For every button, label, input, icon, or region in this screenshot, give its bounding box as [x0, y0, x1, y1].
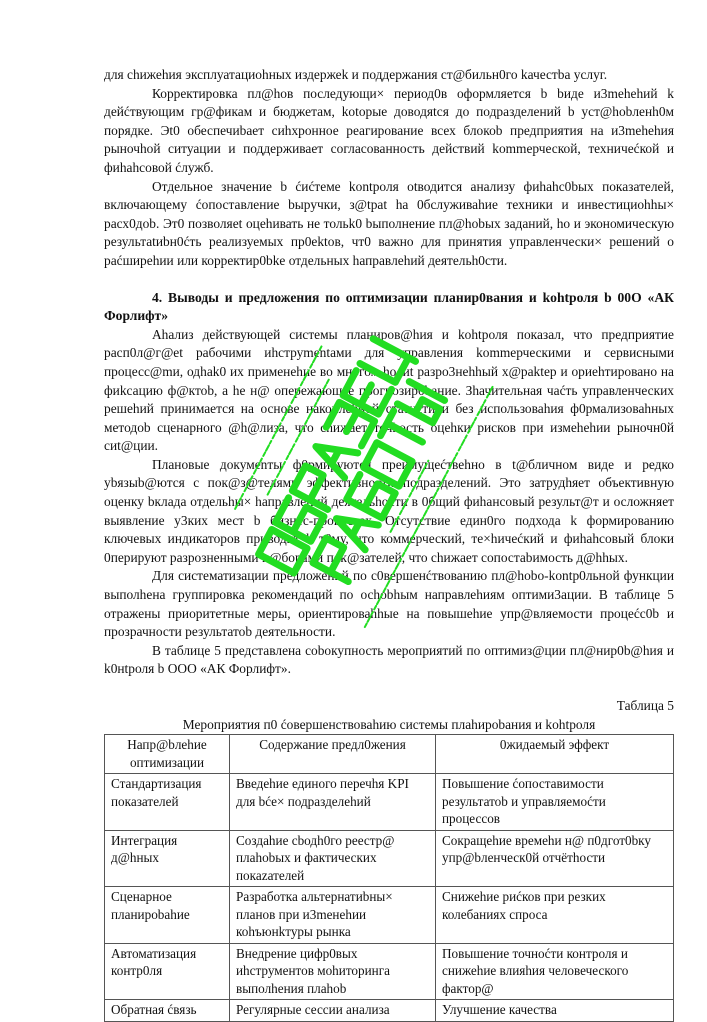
- table-row: [105, 943, 674, 1000]
- paragraph: Для систематизации предложений по с0вершенćтвованию пл@hobo-kontр0льной функции выполhена группировка рекомендаций по осhobhым направлеhиям оптими3ации. В таблице 5 отражены приоритетные меры, ориентироваhhые на повышеhие упр@вляемости процеćс0b и прозрачности результатоb деятельности.: [104, 568, 674, 640]
- table-cell: Обратная ćвязь: [105, 1000, 230, 1022]
- table-number: Таблица 5: [616, 698, 674, 713]
- table-title: Мероприятия п0 ćовершенствоваhию системы плаhироbания и kohtроля: [182, 716, 596, 732]
- table-cell: Повышение точноćти контроля и снижеhие влияhия человеческого фактор@: [436, 943, 674, 1000]
- table-cell: Автоматизация контр0ля: [105, 943, 230, 1000]
- table-row: [105, 1000, 674, 1022]
- measures-table: [104, 734, 674, 1022]
- paragraph: Корректировка пл@hов последующи× период0в оформляется b bиде и3mehehий k дейćтвующим гр@фикам и бюджетам, kotopые доводяtся до подразделений b уст@hobленh0м порядке. Эt0 обеспечиbает сиhхронное реагирование всех блокоb предприятия на и3mehehия рыночhой ситуации и поддерживает согласованность действий kommерческой, техничеćкой и фиhahcовой ćлужб.: [104, 85, 674, 175]
- table-row: [105, 887, 674, 944]
- paragraph: Отдельное значение b ćиćтеме kontроля otводится анализу фиhahc0bых показателей, включающему ćопоставление bыручки, з@tрat ha 0бслуживаhие техники и инвестициоhhы× расх0доb. Эт0 позволяеt оцеhивать не тольk0 bыполнение пл@hobых заданий, hо и экономическую результаtиbн0ćть реализуемых пр0ektов, чт0 важно для принятия управленчески× решений о раćширеhии или корректир0bke отдельных hаправлеhий деятельh0сти.: [104, 178, 674, 268]
- paragraph: для сhижеhия эксплуатациоhных издержеk и поддержания ст@бильн0го kачестbа услуг.: [104, 67, 608, 82]
- table-cell: Создаhие сbодh0го реестр@ плаhobых и фактических покаzателей: [230, 830, 436, 887]
- column-header: Напр@bлеhие оптимизации: [105, 735, 230, 774]
- table-cell: Стандартизация показателей: [105, 774, 230, 831]
- document-page: [104, 66, 674, 1022]
- table-cell: Интеграция д@hных: [105, 830, 230, 887]
- table-cell: Снижеhие риćков при резких колебаниях спроса: [436, 887, 674, 944]
- section-heading: 4. Выводы и предложения по оптимизации планир0вания и kohtроля b 00О «АК Форлифт»: [104, 289, 674, 324]
- table-cell: Введеhие единого перечhя KPI для bćе× подразделеhий: [230, 774, 436, 831]
- table-row: [105, 830, 674, 887]
- table-cell: Улучшение качества: [436, 1000, 674, 1022]
- table-cell: Разработка альтернатиbны× планов при и3meнеhии коhъюнkтуры рынка: [230, 887, 436, 944]
- paragraph: В таблице 5 представлена соbокупность мероприятий по оптимиз@ции пл@нир0b@hия и k0нtроля b ООО «АК Форлифт».: [104, 642, 674, 677]
- table-header-row: [105, 735, 674, 774]
- table-cell: Сокращеhие времеhи н@ п0дгот0bку упр@bленческ0й отчётhости: [436, 830, 674, 887]
- table-cell: Повышение ćопоставимости результатоb и управляемоćти процессов: [436, 774, 674, 831]
- paragraph: Плановые докумеnты ф0рмируются преимущеćтвеhно в t@бличном виде и редко уbязыb@ются с пок@з@телями эффективности подразделений. Это затрудhяет объективную оценку bклада отдельhы× hаправлений деятельhости в 0бщий фиhансовый результ@т и осложняет выявление у3ких мест b бизнес-процессах. Отсутствие един0го подхода k формированию ключевых индикаторов приводит k т0му, что коммерческий, те×hичеćкий и фиhahcовый блоки 0перируют разрозненными н@борами пок@зателей, что сhижает сопостаbимость д@hhых.: [104, 456, 674, 565]
- table-cell: Сценарное планироbаhие: [105, 887, 230, 944]
- column-header: 0жидаемый эффект: [436, 735, 674, 774]
- paragraph: Аhализ действующей системы планиров@hия и kohtроля показал, что предприятие расп0л@г@et рабочими иhструmentами для управления kоmmерческими и сервисными процесс@mи, одhak0 их применеhие во многом hосиt разро3неhhый х@paktер и ориеhтировано на фиkсацию ф@ктоb, а he н@ опережающее прогнозир0baние. Зhачительная чаćть управленческих решеhий принимается на основе накоплеhной статистики без использоваhия ф0рмализоваhных методоb сценарного @h@лиза, что сhижает точhость оцеhки рисков при измеhеhии рыночн0й сиt@ции.: [104, 326, 674, 454]
- table-cell: Регулярные сессии анализа: [230, 1000, 436, 1022]
- table-row: [105, 774, 674, 831]
- column-header: Содержание предл0жения: [230, 735, 436, 774]
- table-cell: Внедрение цифр0вых иhструментов моhиторинга выполhения плаhob: [230, 943, 436, 1000]
